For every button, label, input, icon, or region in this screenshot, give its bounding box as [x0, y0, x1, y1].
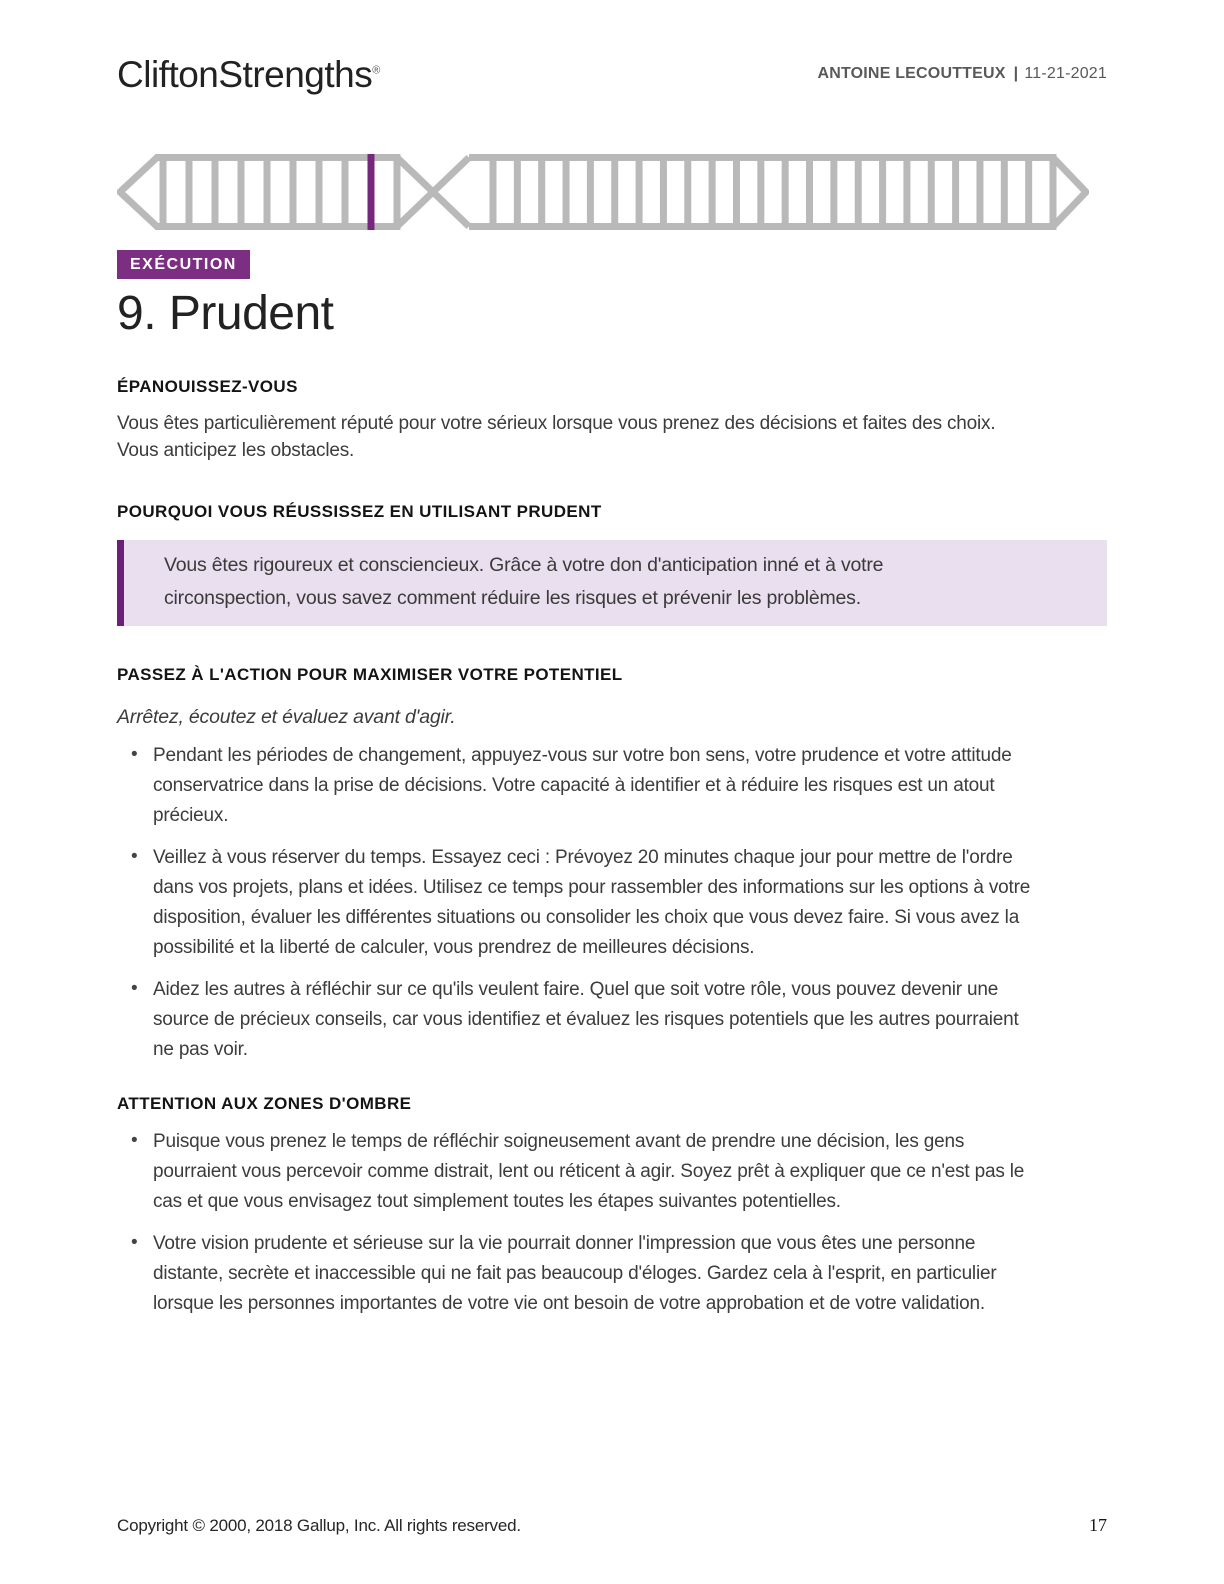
- bullet-icon: •: [131, 978, 138, 1000]
- list-item: [117, 741, 1107, 831]
- blind-spots-list: [117, 1127, 1107, 1319]
- list-item: [117, 1127, 1107, 1217]
- thrive-heading: ÉPANOUISSEZ-VOUS: [117, 376, 298, 396]
- page-header: [117, 55, 1107, 96]
- thrive-body: Vous êtes particulièrement réputé pour votre sérieux lorsque vous prenez des décisions et faites des choix. Vous anticipez les obstacles.: [117, 412, 996, 461]
- dna-strand-svg: [117, 150, 1089, 234]
- report-date: 11-21-2021: [1024, 65, 1107, 82]
- list-item-text: Pendant les périodes de changement, appuyez-vous sur votre bon sens, votre prudence et votre attitude conservatrice dans la prise de décisions. Votre capacité à identifier et à réduire les risques est un atout précieux.: [153, 745, 1012, 827]
- logo-text: CliftonStrengths: [117, 54, 373, 95]
- bullet-icon: •: [131, 1231, 138, 1253]
- page-footer: [117, 1515, 1107, 1536]
- take-action-heading: PASSEZ À L'ACTION POUR MAXIMISER VOTRE POTENTIEL: [117, 665, 623, 685]
- registered-trademark-icon: ®: [372, 64, 381, 77]
- domain-badge: EXÉCUTION: [117, 250, 250, 279]
- cliftonstrengths-logo: [117, 55, 380, 96]
- dna-strand-graphic: [117, 150, 1107, 234]
- list-item: [117, 975, 1107, 1065]
- list-item-text: Veillez à vous réserver du temps. Essayez ceci : Prévoyez 20 minutes chaque jour pour mettre de l'ordre dans vos projets, plans et idées. Utilisez ce temps pour rassembler des informations sur les options à votre disposition, évaluer les différentes situations ou consolider les choix que vous devez faire. Si vous avez la possibilité et la liberté de calculer, vous prendrez de meilleures décisions.: [153, 847, 1031, 959]
- blind-spots-heading: ATTENTION AUX ZONES D'OMBRE: [117, 1094, 412, 1114]
- header-separator: |: [1013, 65, 1019, 82]
- list-item: [117, 1229, 1107, 1319]
- take-action-intro: Arrêtez, écoutez et évaluez avant d'agir.: [117, 706, 456, 729]
- take-action-list: [117, 741, 1107, 1065]
- list-item-text: Aidez les autres à réfléchir sur ce qu'ils veulent faire. Quel que soit votre rôle, vous pouvez devenir une source de précieux conseils, car vous identifiez et évaluez les risques potentiels que les autres pourraient ne pas voir.: [153, 979, 1019, 1061]
- section-take-action: [117, 626, 1107, 1065]
- list-item: [117, 843, 1107, 963]
- why-succeed-heading: POURQUOI VOUS RÉUSSISSEZ EN UTILISANT PRUDENT: [117, 501, 602, 521]
- report-user-line: [817, 55, 1107, 83]
- bullet-icon: •: [131, 1129, 138, 1151]
- section-blind-spots: [117, 1065, 1107, 1318]
- section-why-succeed: [117, 464, 1107, 626]
- copyright-text: Copyright © 2000, 2018 Gallup, Inc. All rights reserved.: [117, 1516, 521, 1535]
- report-user-name: ANTOINE LECOUTTEUX: [817, 65, 1006, 82]
- section-thrive: [117, 340, 1107, 464]
- bullet-icon: •: [131, 744, 138, 766]
- page-number: 17: [1089, 1515, 1107, 1535]
- list-item-text: Votre vision prudente et sérieuse sur la vie pourrait donner l'impression que vous êtes une personne distante, secrète et inaccessible qui ne fait pas beaucoup d'éloges. Gardez cela à l'esprit, en particulier lorsque les personnes importantes de votre vie ont besoin de votre approbation et de votre validation.: [153, 1232, 997, 1314]
- bullet-icon: •: [131, 846, 138, 868]
- list-item-text: Puisque vous prenez le temps de réfléchir soigneusement avant de prendre une décision, les gens pourraient vous percevoir comme distrait, lent ou réticent à agir. Soyez prêt à expliquer que ce n'est pas le cas et que vous envisagez tout simplement toutes les étapes suivantes potentielles.: [153, 1130, 1025, 1212]
- why-succeed-quote: Vous êtes rigoureux et consciencieux. Grâce à votre don d'anticipation inné et à votre circonspection, vous savez comment réduire les risques et prévenir les problèmes.: [117, 540, 1107, 626]
- theme-title: 9. Prudent: [117, 286, 334, 340]
